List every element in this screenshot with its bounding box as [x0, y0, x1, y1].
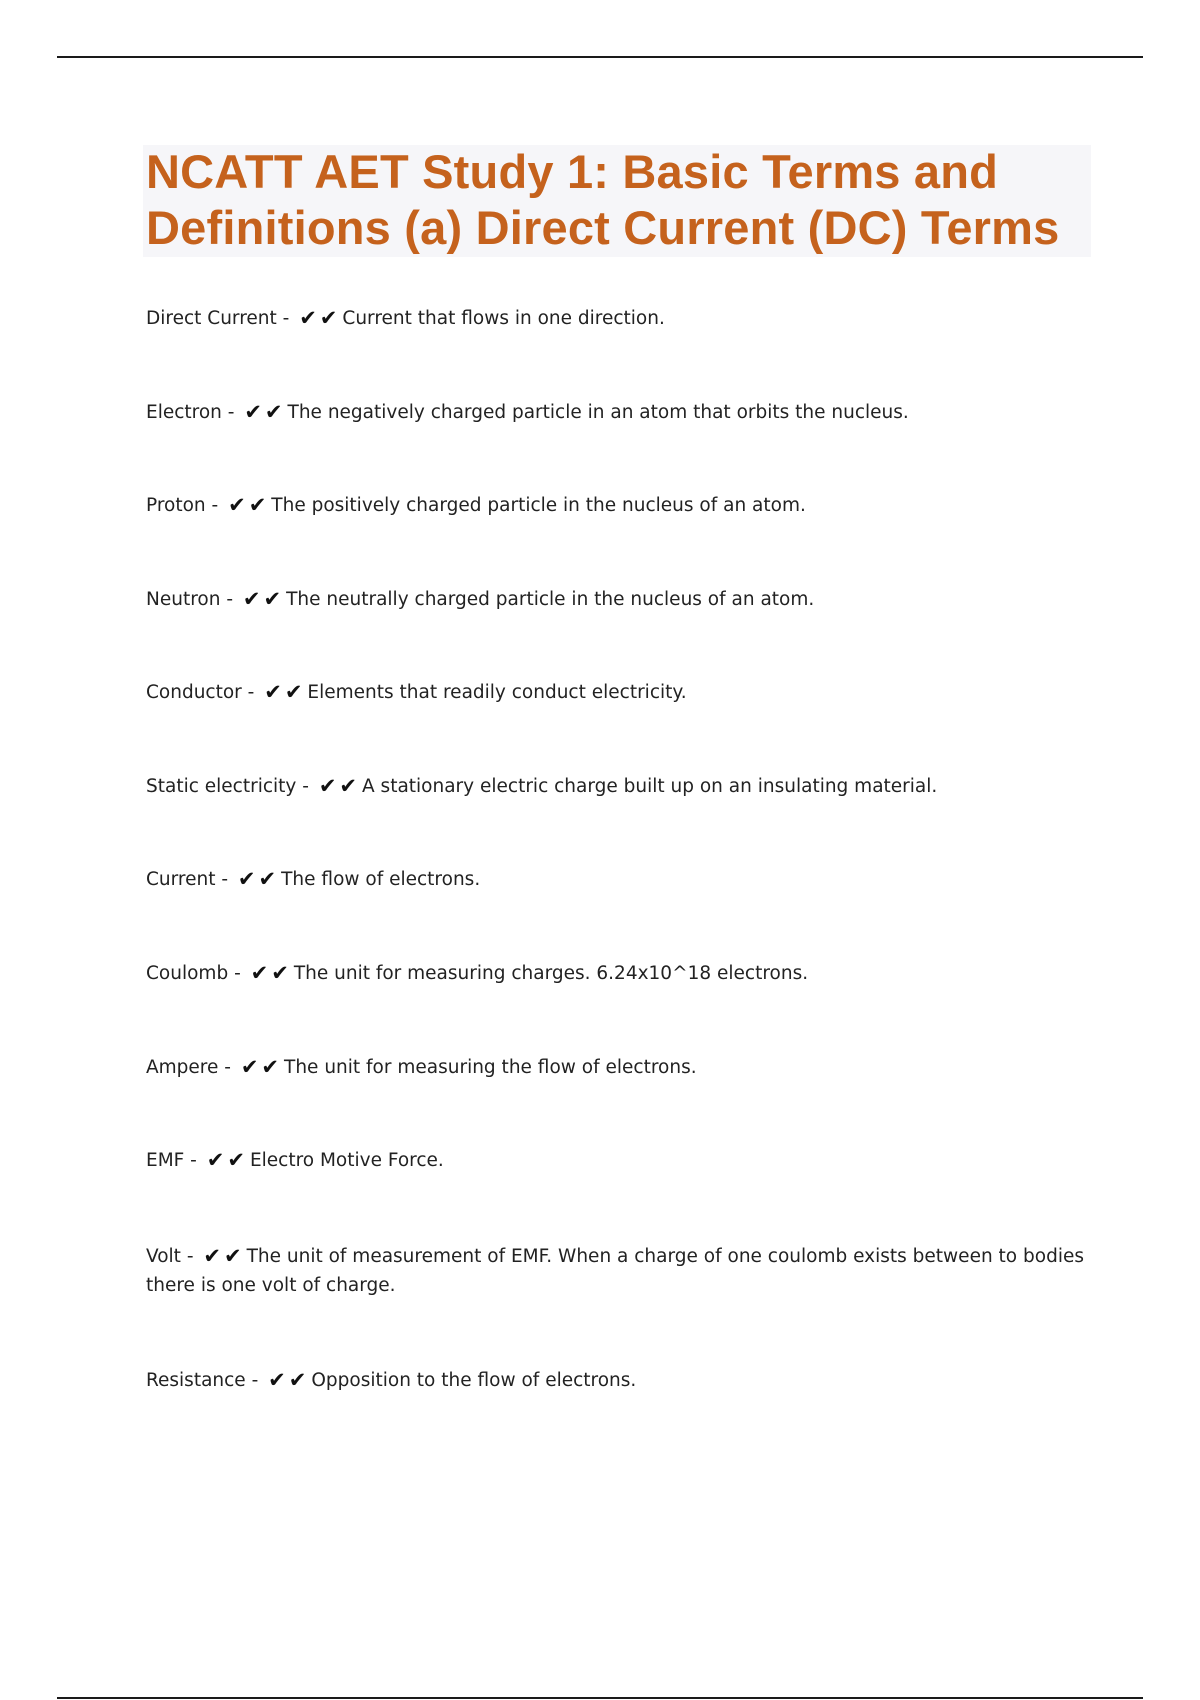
definition-entry: [146, 772, 1086, 801]
double-check-icon: ✔✔: [268, 1368, 310, 1392]
double-check-icon: ✔✔: [228, 493, 270, 517]
definition: Current that flows in one direction.: [342, 308, 665, 329]
term: Coulomb: [146, 963, 229, 984]
term: Static electricity: [146, 776, 297, 797]
term: Proton: [146, 495, 206, 516]
definition: The positively charged particle in the nucleus of an atom.: [271, 495, 806, 516]
definition: The unit for measuring charges. 6.24x10^18 electrons.: [293, 963, 809, 984]
double-check-icon: ✔✔: [203, 1244, 245, 1268]
definition-entry: [146, 959, 1086, 988]
definition: The unit of measurement of EMF. When a charge of one coulomb exists between to bodies there is one volt of charge.: [146, 1246, 1084, 1296]
bottom-rule: [57, 1697, 1143, 1699]
separator: -: [221, 402, 241, 423]
definition: A stationary electric charge built up on an insulating material.: [362, 776, 938, 797]
term: Electron: [146, 402, 222, 423]
double-check-icon: ✔✔: [318, 774, 361, 798]
term: EMF: [146, 1150, 185, 1171]
definition: The negatively charged particle in an atom that orbits the nucleus.: [287, 402, 909, 423]
definition-entry: [146, 585, 1086, 614]
separator: -: [245, 1370, 265, 1391]
double-check-icon: ✔✔: [206, 1148, 248, 1172]
definition-entry: [146, 1242, 1086, 1300]
double-check-icon: ✔✔: [242, 587, 285, 611]
definition: Elements that readily conduct electricity.: [307, 682, 687, 703]
definition-entry: [146, 1146, 1086, 1175]
double-check-icon: ✔✔: [240, 1055, 283, 1079]
separator: -: [220, 589, 239, 610]
separator: -: [241, 682, 261, 703]
definition-entry: [146, 678, 1086, 707]
separator: -: [218, 1057, 237, 1078]
definition: The neutrally charged particle in the nucleus of an atom.: [286, 589, 815, 610]
definition-entry: [146, 398, 1086, 427]
term: Resistance: [146, 1370, 246, 1391]
separator: -: [184, 1150, 203, 1171]
term: Neutron: [146, 589, 221, 610]
term: Conductor: [146, 682, 242, 703]
term: Current: [146, 869, 216, 890]
definition-entry: [146, 304, 1086, 333]
term: Volt: [146, 1246, 181, 1267]
separator: -: [276, 308, 296, 329]
separator: -: [296, 776, 315, 797]
separator: -: [228, 963, 247, 984]
definition-entry: [146, 1053, 1086, 1082]
definition: The unit for measuring the flow of electrons.: [284, 1057, 697, 1078]
top-rule: [57, 56, 1143, 58]
definition: Electro Motive Force.: [249, 1150, 444, 1171]
definition: The flow of electrons.: [281, 869, 481, 890]
double-check-icon: ✔✔: [244, 400, 286, 424]
term: Direct Current: [146, 308, 277, 329]
separator: -: [180, 1246, 200, 1267]
double-check-icon: ✔✔: [264, 680, 306, 704]
double-check-icon: ✔✔: [250, 961, 292, 985]
definition: Opposition to the flow of electrons.: [311, 1370, 637, 1391]
definition-entry: [146, 865, 1086, 894]
definition-entry: [146, 491, 1086, 520]
separator: -: [215, 869, 234, 890]
double-check-icon: ✔✔: [237, 867, 280, 891]
definition-entry: [146, 1366, 1086, 1395]
page-title: NCATT AET Study 1: Basic Terms and Definitions (a) Direct Current (DC) Terms: [146, 145, 1060, 254]
term: Ampere: [146, 1057, 219, 1078]
separator: -: [205, 495, 225, 516]
double-check-icon: ✔✔: [299, 306, 341, 330]
